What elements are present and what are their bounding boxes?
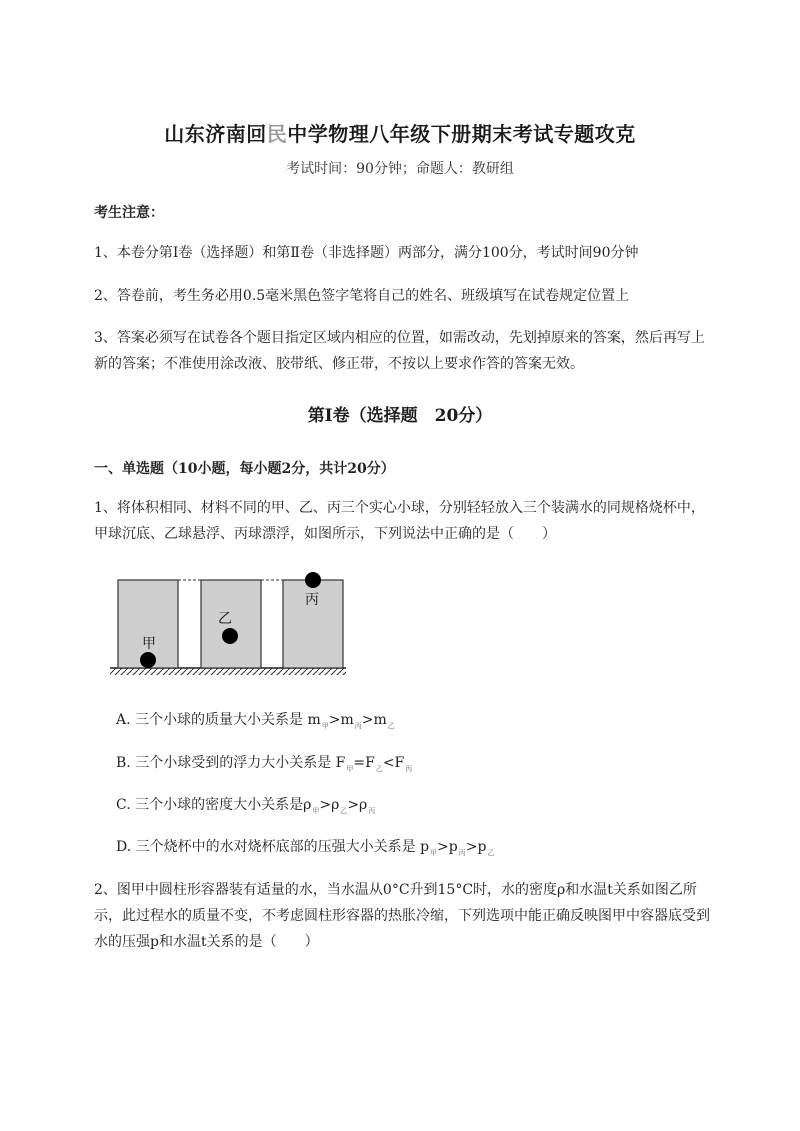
ground-hatch <box>110 668 346 675</box>
label-bing: 丙 <box>305 592 319 608</box>
option-c-sub-2: 乙 <box>340 807 348 815</box>
option-a-sub-2: 丙 <box>354 722 362 730</box>
option-d-sub-2: 丙 <box>458 849 466 857</box>
option-d-sub-1: 甲 <box>430 849 438 857</box>
page-title <box>0 118 800 147</box>
question-group-heading: 一、单选题（10小题，每小题2分，共计20分） <box>94 461 395 477</box>
notice-item-2: 2、答卷前，考生务必用0.5毫米黑色签字笔将自己的姓名、班级填写在试卷规定位置上 <box>94 288 630 304</box>
option-b-text: B. 三个小球受到的浮力大小关系是 F <box>116 755 346 771</box>
option-a-sub-3: 乙 <box>387 722 395 730</box>
option-b-rel-1: =F <box>353 755 375 771</box>
option-b-sub-2: 乙 <box>375 765 383 773</box>
option-b-sub-1: 甲 <box>346 765 354 773</box>
title-watermark-char: 民 <box>266 122 288 146</box>
option-b-rel-2: <F <box>382 755 405 771</box>
option-b-sub-3: 丙 <box>405 765 413 773</box>
label-yi: 乙 <box>218 611 232 627</box>
ball-jia <box>140 652 156 668</box>
option-c-text: C. 三个小球的密度大小关系是ρ <box>116 797 312 813</box>
option-c-rel-1: >ρ <box>319 797 340 813</box>
three-beakers-figure <box>108 568 348 684</box>
option-c-sub-3: 丙 <box>368 807 376 815</box>
notice-item-1: 1、本卷分第Ⅰ卷（选择题）和第Ⅱ卷（非选择题）两部分，满分100分，考试时间90分钟 <box>94 245 639 261</box>
option-d-rel-2: >p <box>465 839 487 855</box>
option-a-rel-1: >m <box>328 712 354 728</box>
label-jia: 甲 <box>142 636 156 652</box>
option-d[interactable] <box>116 836 494 858</box>
option-c-rel-2: >ρ <box>347 797 368 813</box>
question-2-stem: 2、图甲中圆柱形容器装有适量的水，当水温从0°C升到15°C时，水的密度ρ和水温t关系如图乙所示，此过程水的质量不变，不考虑圆柱形容器的热胀冷缩，下列选项中能正确反映图甲中容器底受到水的压强p和水温t关系的是（ ） <box>94 882 710 950</box>
title-part-2: 中学物理八年级下册期末考试专题攻克 <box>287 122 636 146</box>
beakers-diagram <box>108 568 348 680</box>
option-c-sub-1: 甲 <box>312 807 320 815</box>
option-a-text: A. 三个小球的质量大小关系是 m <box>116 712 321 728</box>
section-title: 第Ⅰ卷（选择题 20分） <box>307 406 493 426</box>
title-part-1: 山东济南回 <box>164 122 267 146</box>
exam-subtitle: 考试时间：90分钟；命题人：教研组 <box>286 161 514 177</box>
option-d-rel-1: >p <box>437 839 458 855</box>
option-a-rel-2: >m <box>361 712 387 728</box>
question-1-stem: 1、将体积相同、材料不同的甲、乙、丙三个实心小球，分别轻轻放入三个装满水的同规格烧杯中，甲球沉底、乙球悬浮、丙球漂浮，如图所示，下列说法中正确的是（ ） <box>94 500 705 542</box>
ball-yi <box>222 628 238 644</box>
option-c[interactable] <box>116 794 375 816</box>
notice-item-3: 3、答案必须写在试卷各个题目指定区域内相应的位置，如需改动，先划掉原来的答案，然后再写上新的答案；不准使用涂改液、胶带纸、修正带，不按以上要求作答的答案无效。 <box>94 330 705 372</box>
ball-bing <box>305 572 321 588</box>
option-a-sub-1: 甲 <box>321 722 329 730</box>
option-a[interactable] <box>116 709 395 731</box>
option-d-sub-3: 乙 <box>487 849 495 857</box>
option-b[interactable] <box>116 752 412 774</box>
option-d-text: D. 三个烧杯中的水对烧杯底部的压强大小关系是 p <box>116 839 430 855</box>
notice-heading: 考生注意： <box>94 205 164 221</box>
